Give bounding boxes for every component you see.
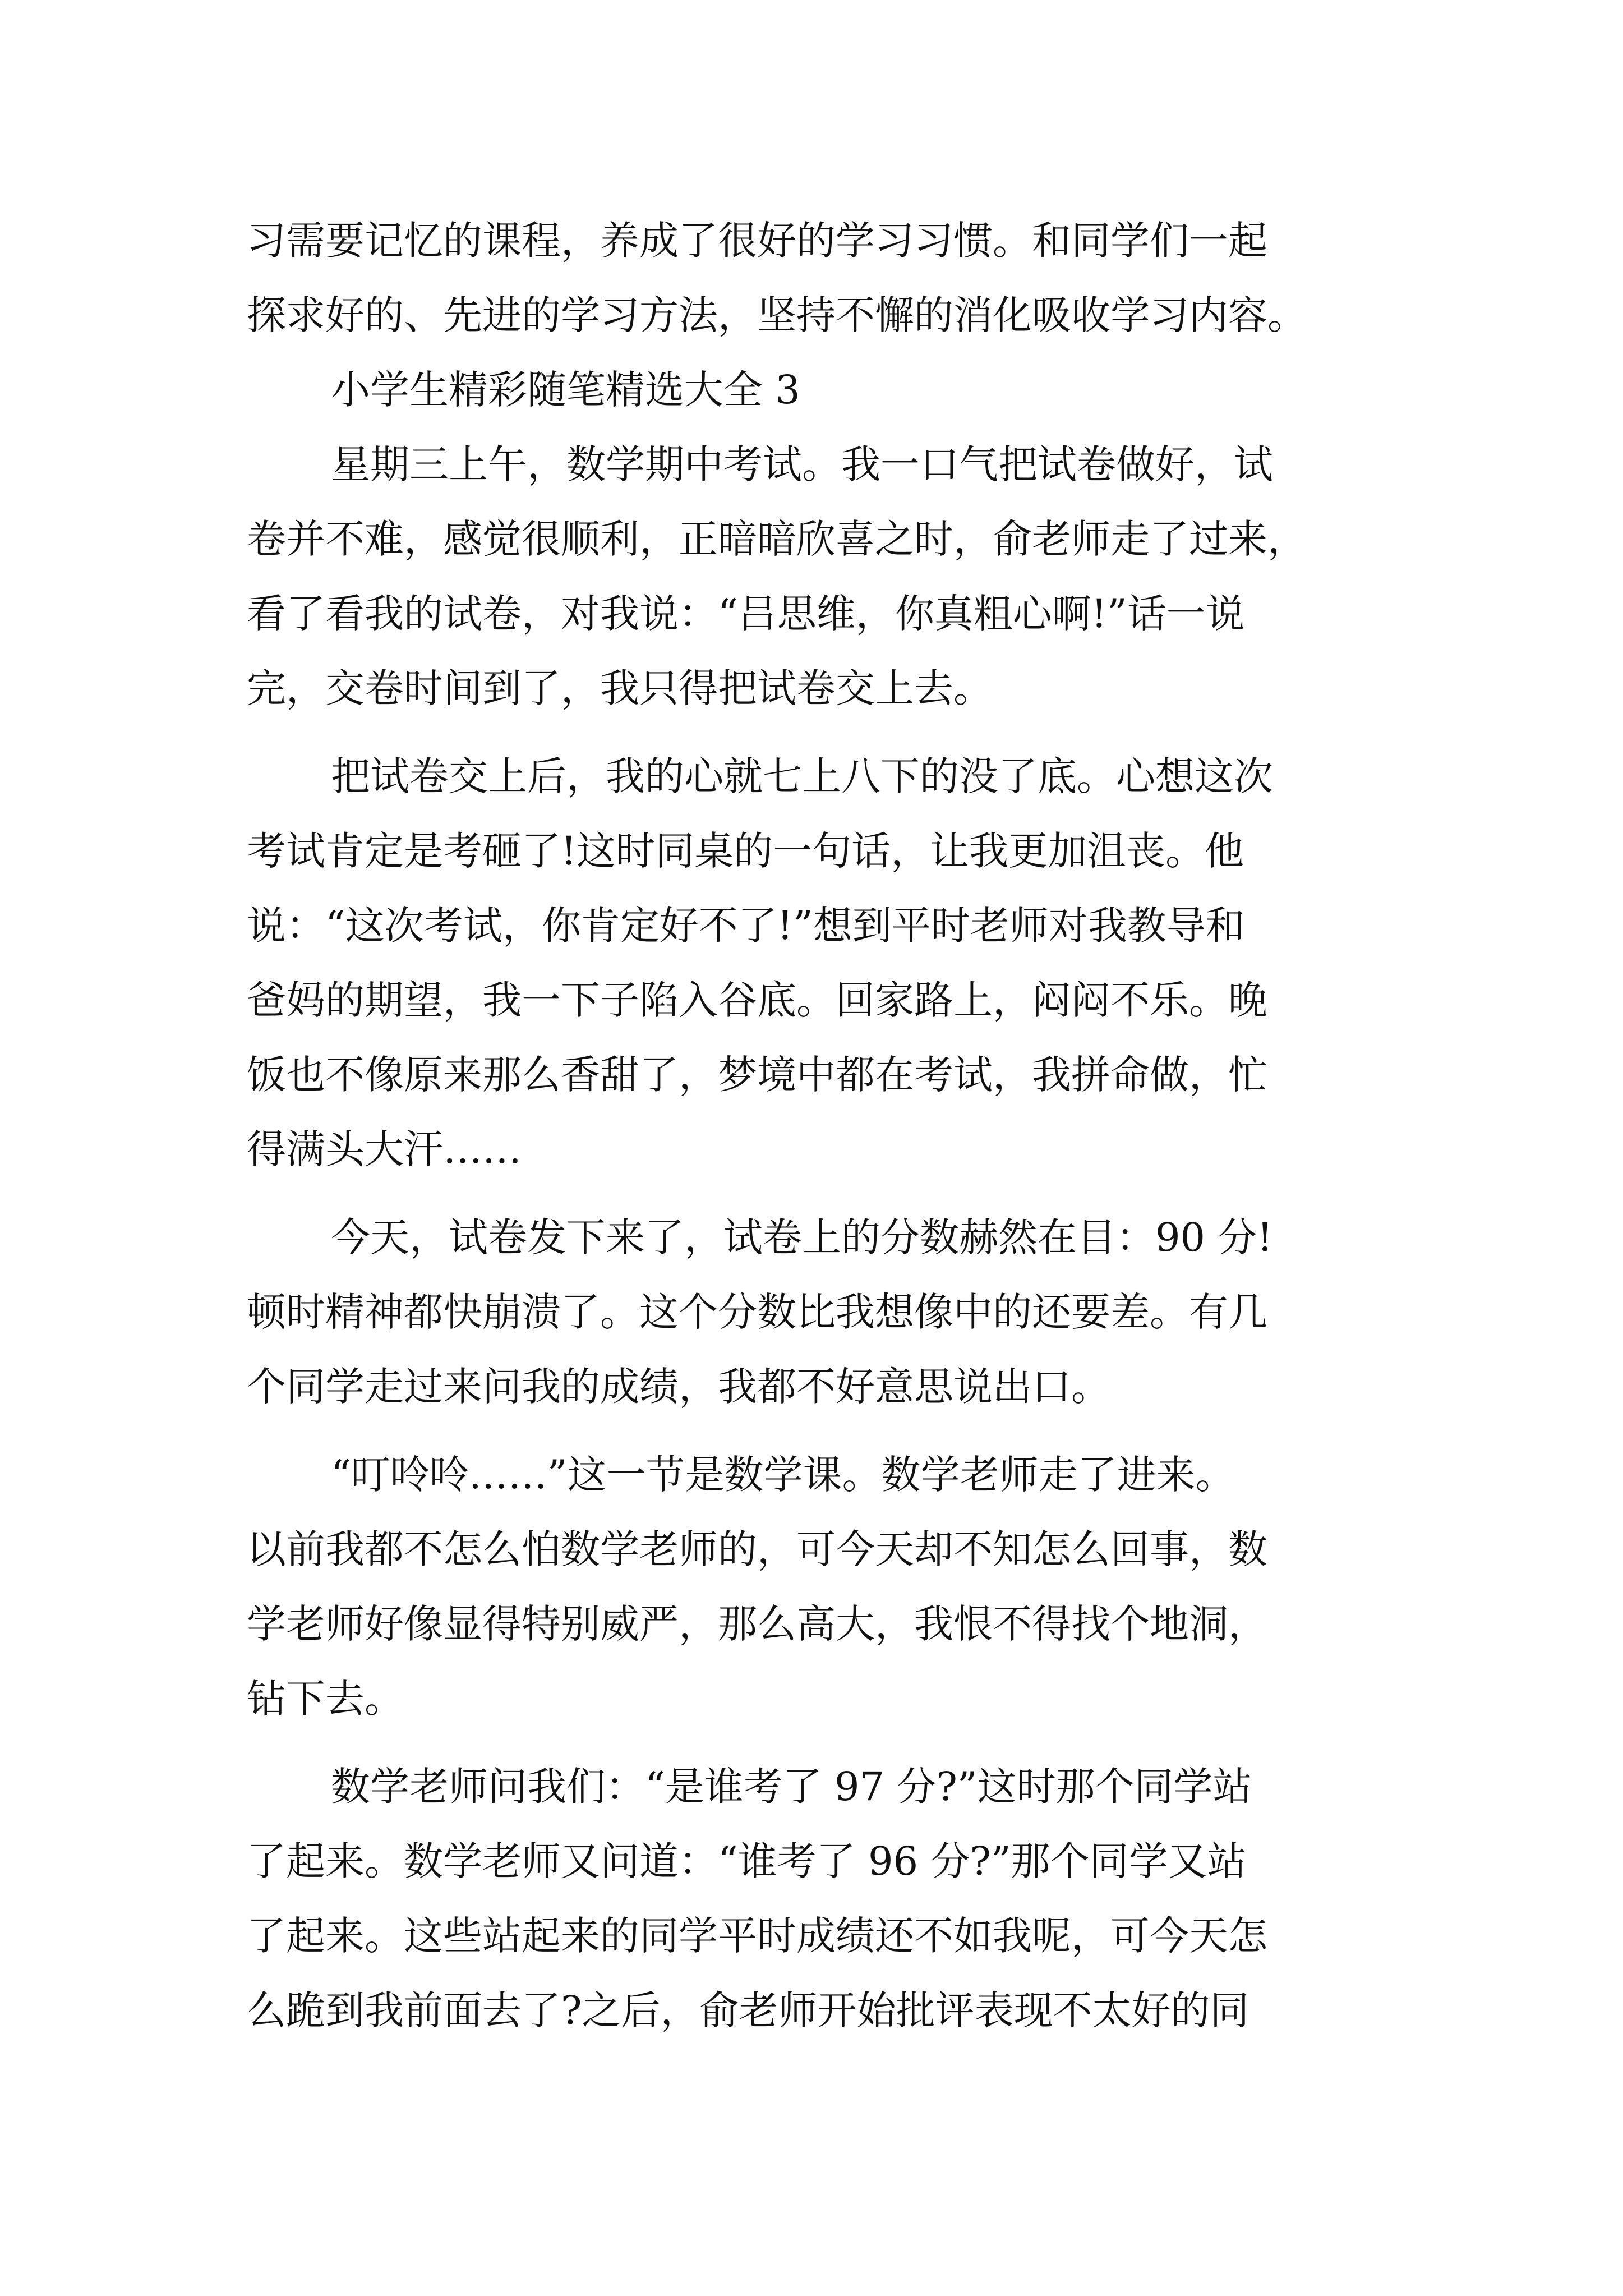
text-line: “叮呤呤……”这一节是数学课。数学老师走了进来。 — [331, 1452, 1235, 1498]
text-line: 顿时精神都快崩溃了。这个分数比我想像中的还要差。有几 — [247, 1289, 1267, 1335]
text-line: 以前我都不怎么怕数学老师的，可今天却不知怎么回事，数 — [247, 1526, 1267, 1572]
text-line: 看了看我的试卷，对我说：“吕思维，你真粗心啊!”话一说 — [247, 591, 1245, 637]
text-line: 星期三上午，数学期中考试。我一口气把试卷做好，试 — [331, 441, 1273, 487]
text-line: 了起来。数学老师又问道：“谁考了 96 分?”那个同学又站 — [247, 1838, 1247, 1884]
text-line: 个同学走过来问我的成绩，我都不好意思说出口。 — [247, 1364, 1110, 1410]
text-line: 数学老师问我们：“是谁考了 97 分?”这时那个同学站 — [331, 1764, 1252, 1810]
text-line: 完，交卷时间到了，我只得把试卷交上去。 — [247, 665, 993, 711]
text-line: 么跪到我前面去了?之后，俞老师开始批评表现不太好的同 — [247, 1987, 1249, 2033]
text-line: 钻下去。 — [247, 1676, 404, 1722]
text-line: 学老师好像显得特别威严，那么高大，我恨不得找个地洞， — [247, 1601, 1267, 1647]
document-page — [247, 0, 1380, 2296]
text-line: 探求好的、先进的学习方法，坚持不懈的消化吸收学习内容。 — [247, 292, 1307, 338]
text-line: 考试肯定是考砸了!这时同桌的一句话，让我更加沮丧。他 — [247, 828, 1244, 874]
text-line: 得满头大汗…… — [247, 1126, 522, 1172]
text-line: 了起来。这些站起来的同学平时成绩还不如我呢，可今天怎 — [247, 1913, 1267, 1959]
text-line: 卷并不难，感觉很顺利，正暗暗欣喜之时，俞老师走了过来， — [247, 516, 1307, 562]
text-line: 饭也不像原来那么香甜了，梦境中都在考试，我拼命做，忙 — [247, 1052, 1267, 1098]
text-line: 说：“这次考试，你肯定好不了!”想到平时老师对我教导和 — [247, 903, 1245, 949]
section-heading: 小学生精彩随笔精选大全 3 — [331, 367, 800, 413]
text-line: 今天，试卷发下来了，试卷上的分数赫然在目：90 分! — [331, 1214, 1273, 1260]
text-line: 习需要记忆的课程，养成了很好的学习习惯。和同学们一起 — [247, 218, 1267, 264]
text-line: 爸妈的期望，我一下子陷入谷底。回家路上，闷闷不乐。晚 — [247, 977, 1267, 1023]
text-line: 把试卷交上后，我的心就七上八下的没了底。心想这次 — [331, 753, 1273, 799]
